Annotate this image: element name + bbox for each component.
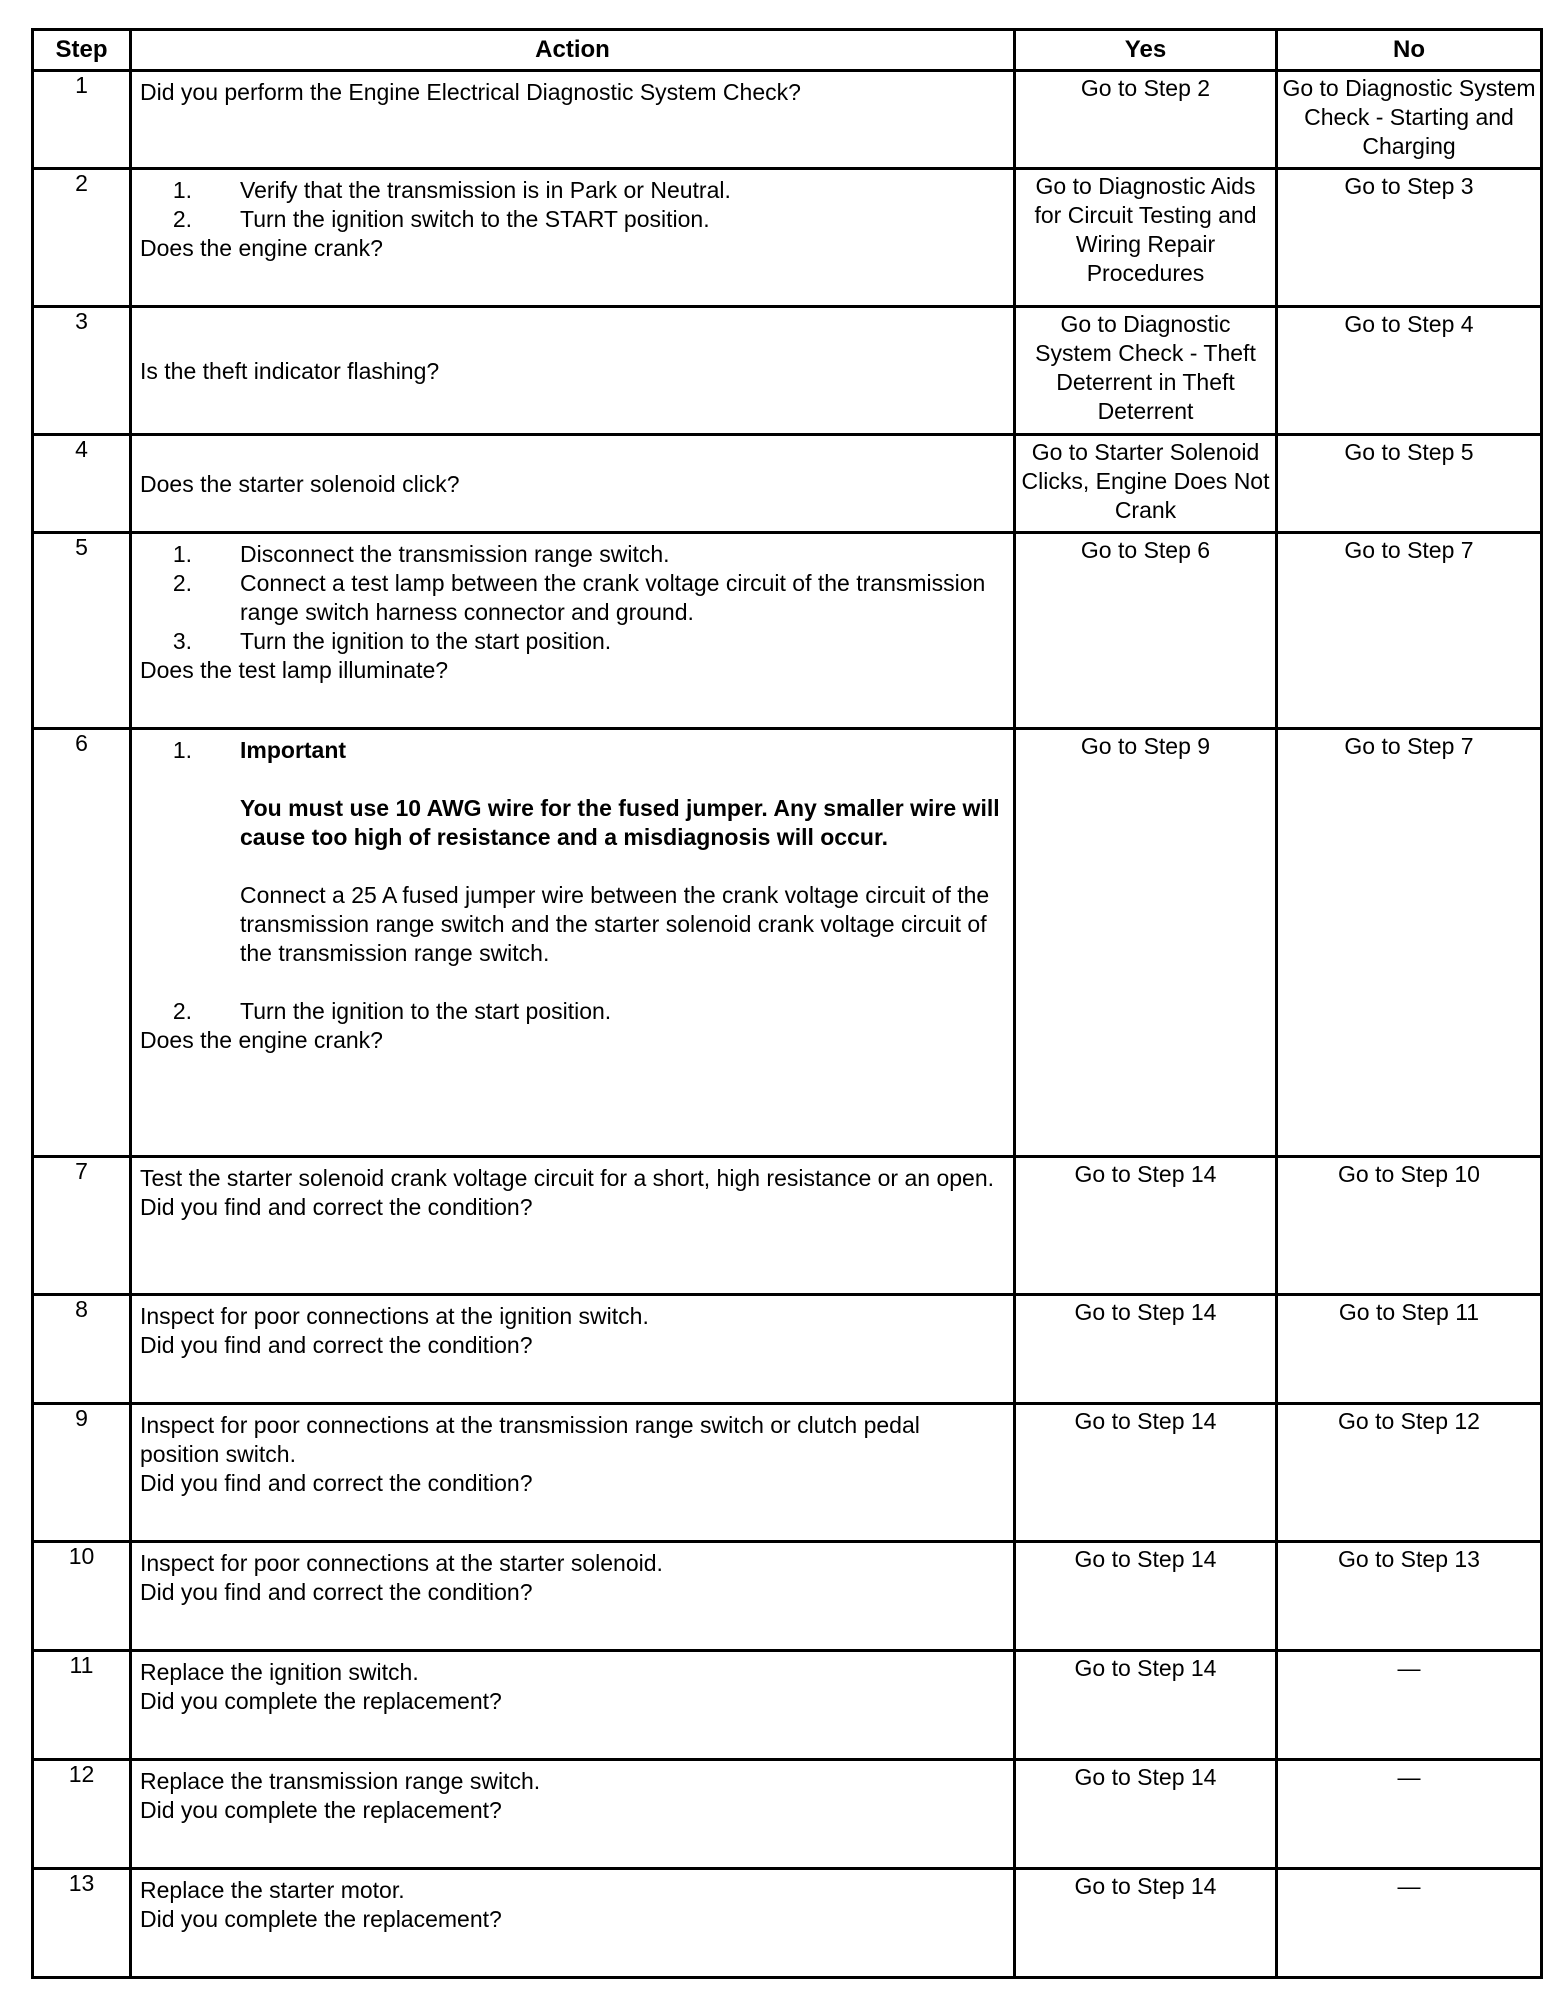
- list-item: [140, 736, 1005, 997]
- list-number: 2.: [172, 570, 192, 596]
- yes-cell: [1015, 1157, 1277, 1295]
- action-cell: [131, 71, 1015, 169]
- yes-cell: [1015, 1542, 1277, 1651]
- table-row: [33, 1869, 1542, 1978]
- action-question: Does the test lamp illuminate?: [140, 657, 449, 683]
- table-row: [33, 1651, 1542, 1760]
- no-cell: [1277, 1760, 1542, 1869]
- no-text: Go to Diagnostic System Check - Starting and Charging: [1282, 75, 1536, 159]
- list-number: 1.: [172, 177, 192, 203]
- list-item: [140, 627, 1005, 656]
- step-number: 8: [33, 1295, 131, 1404]
- list-text: Turn the ignition to the start position.: [240, 628, 612, 654]
- action-question: Did you find and correct the condition?: [140, 1194, 533, 1220]
- action-question: Does the starter solenoid click?: [140, 471, 460, 497]
- list-item: [140, 176, 1005, 205]
- no-cell: [1277, 533, 1542, 729]
- table-row: [33, 1542, 1542, 1651]
- action-cell: [131, 307, 1015, 435]
- important-text: You must use 10 AWG wire for the fused jumper. Any smaller wire will cause too high of resistance and a misdiagnosis will occur.: [240, 795, 1000, 850]
- yes-cell: [1015, 729, 1277, 1157]
- list-number: 2.: [172, 206, 192, 232]
- no-cell: [1277, 435, 1542, 533]
- action-question: Did you find and correct the condition?: [140, 1470, 533, 1496]
- action-question: Does the engine crank?: [140, 235, 383, 261]
- list-text: Turn the ignition switch to the START position.: [240, 206, 710, 232]
- step-number: 7: [33, 1157, 131, 1295]
- action-question: Did you complete the replacement?: [140, 1797, 502, 1823]
- no-text: Go to Step 5: [1344, 439, 1474, 465]
- step-number: 12: [33, 1760, 131, 1869]
- action-text: Replace the starter motor.: [140, 1877, 405, 1903]
- no-cell: [1277, 1651, 1542, 1760]
- action-list: [140, 540, 1005, 656]
- action-text: Inspect for poor connections at the ignition switch.: [140, 1303, 649, 1329]
- action-cell: [131, 1404, 1015, 1542]
- action-question: Is the theft indicator flashing?: [140, 358, 440, 384]
- action-question: Did you find and correct the condition?: [140, 1332, 533, 1358]
- action-cell: [131, 1651, 1015, 1760]
- action-cell: [131, 1542, 1015, 1651]
- no-cell: [1277, 1542, 1542, 1651]
- yes-cell: [1015, 169, 1277, 307]
- yes-cell: [1015, 71, 1277, 169]
- action-question: Does the engine crank?: [140, 1027, 383, 1053]
- yes-text: Go to Step 14: [1074, 1655, 1217, 1681]
- yes-cell: [1015, 1869, 1277, 1978]
- yes-text: Go to Step 14: [1074, 1873, 1217, 1899]
- list-text: Disconnect the transmission range switch.: [240, 541, 670, 567]
- no-text: Go to Step 7: [1344, 537, 1474, 563]
- step-number: 5: [33, 533, 131, 729]
- action-list: [140, 176, 1005, 234]
- important-label: Important: [240, 737, 347, 763]
- no-cell: [1277, 169, 1542, 307]
- list-item: [140, 205, 1005, 234]
- table-row: [33, 307, 1542, 435]
- yes-cell: [1015, 1760, 1277, 1869]
- no-text: Go to Step 12: [1338, 1408, 1480, 1434]
- no-text: Go to Step 10: [1338, 1161, 1480, 1187]
- step-number: 1: [33, 71, 131, 169]
- yes-text: Go to Step 14: [1074, 1408, 1217, 1434]
- list-item: [140, 540, 1005, 569]
- step-number: 6: [33, 729, 131, 1157]
- table-row: [33, 1295, 1542, 1404]
- no-cell: [1277, 307, 1542, 435]
- step-number: 11: [33, 1651, 131, 1760]
- yes-cell: [1015, 307, 1277, 435]
- no-text: —: [1397, 1764, 1421, 1790]
- action-cell: [131, 169, 1015, 307]
- table-row: [33, 435, 1542, 533]
- list-text: Connect a 25 A fused jumper wire between the crank voltage circuit of the transmission range switch and the starter solenoid crank voltage circuit of the transmission range switch.: [240, 882, 990, 966]
- no-text: Go to Step 3: [1344, 173, 1474, 199]
- yes-text: Go to Step 2: [1080, 75, 1211, 101]
- action-text: Replace the transmission range switch.: [140, 1768, 541, 1794]
- step-number: 2: [33, 169, 131, 307]
- step-number: 3: [33, 307, 131, 435]
- action-text: Inspect for poor connections at the starter solenoid.: [140, 1550, 663, 1576]
- yes-cell: [1015, 1404, 1277, 1542]
- yes-cell: [1015, 435, 1277, 533]
- yes-cell: [1015, 1295, 1277, 1404]
- action-question: Did you find and correct the condition?: [140, 1579, 533, 1605]
- action-text: Replace the ignition switch.: [140, 1659, 419, 1685]
- step-number: 4: [33, 435, 131, 533]
- no-cell: [1277, 1404, 1542, 1542]
- no-cell: [1277, 1869, 1542, 1978]
- list-text: Turn the ignition to the start position.: [240, 998, 612, 1024]
- header-step: Step: [33, 30, 131, 71]
- action-text: Did you perform the Engine Electrical Diagnostic System Check?: [140, 79, 801, 105]
- header-no: No: [1277, 30, 1542, 71]
- yes-text: Go to Step 14: [1074, 1161, 1217, 1187]
- action-text: Inspect for poor connections at the transmission range switch or clutch pedal position switch.: [140, 1412, 920, 1467]
- action-question: Did you complete the replacement?: [140, 1906, 502, 1932]
- yes-text: Go to Step 14: [1074, 1764, 1217, 1790]
- table-row: [33, 533, 1542, 729]
- action-cell: [131, 1760, 1015, 1869]
- yes-text: Go to Step 6: [1080, 537, 1211, 563]
- header-yes: Yes: [1015, 30, 1277, 71]
- header-row: [33, 30, 1542, 71]
- no-cell: [1277, 729, 1542, 1157]
- table-row: [33, 729, 1542, 1157]
- action-list: [140, 736, 1005, 1026]
- diagnostic-table: [31, 28, 1543, 1979]
- action-cell: [131, 729, 1015, 1157]
- table-row: [33, 1404, 1542, 1542]
- table-row: [33, 1760, 1542, 1869]
- step-number: 10: [33, 1542, 131, 1651]
- list-text: Verify that the transmission is in Park or Neutral.: [240, 177, 731, 203]
- action-cell: [131, 1157, 1015, 1295]
- table-row: [33, 169, 1542, 307]
- action-text: Test the starter solenoid crank voltage circuit for a short, high resistance or an open.: [140, 1165, 994, 1191]
- list-number: 1.: [172, 737, 192, 763]
- yes-text: Go to Step 14: [1074, 1299, 1217, 1325]
- action-cell: [131, 1295, 1015, 1404]
- no-text: —: [1397, 1655, 1421, 1681]
- yes-text: Go to Starter Solenoid Clicks, Engine Does Not Crank: [1021, 439, 1270, 523]
- no-text: Go to Step 13: [1338, 1546, 1480, 1572]
- no-cell: [1277, 1157, 1542, 1295]
- action-cell: [131, 435, 1015, 533]
- no-cell: [1277, 71, 1542, 169]
- list-number: 3.: [172, 628, 192, 654]
- list-number: 1.: [172, 541, 192, 567]
- action-question: Did you complete the replacement?: [140, 1688, 502, 1714]
- yes-text: Go to Diagnostic System Check - Theft Deterrent in Theft Deterrent: [1035, 311, 1256, 424]
- no-text: Go to Step 7: [1344, 733, 1474, 759]
- list-item: [140, 569, 1005, 627]
- step-number: 13: [33, 1869, 131, 1978]
- table-row: [33, 1157, 1542, 1295]
- yes-text: Go to Step 9: [1080, 733, 1211, 759]
- yes-cell: [1015, 533, 1277, 729]
- no-text: Go to Step 11: [1338, 1299, 1480, 1325]
- no-text: —: [1397, 1873, 1421, 1899]
- yes-text: Go to Step 14: [1074, 1546, 1217, 1572]
- header-action: Action: [131, 30, 1015, 71]
- no-cell: [1277, 1295, 1542, 1404]
- yes-text: Go to Diagnostic Aids for Circuit Testing and Wiring Repair Procedures: [1034, 173, 1257, 286]
- action-cell: [131, 533, 1015, 729]
- step-number: 9: [33, 1404, 131, 1542]
- list-number: 2.: [172, 998, 192, 1024]
- table-row: [33, 71, 1542, 169]
- no-text: Go to Step 4: [1344, 311, 1474, 337]
- list-text: Connect a test lamp between the crank voltage circuit of the transmission range switch harness connector and ground.: [240, 570, 986, 625]
- list-item: [140, 997, 1005, 1026]
- yes-cell: [1015, 1651, 1277, 1760]
- action-cell: [131, 1869, 1015, 1978]
